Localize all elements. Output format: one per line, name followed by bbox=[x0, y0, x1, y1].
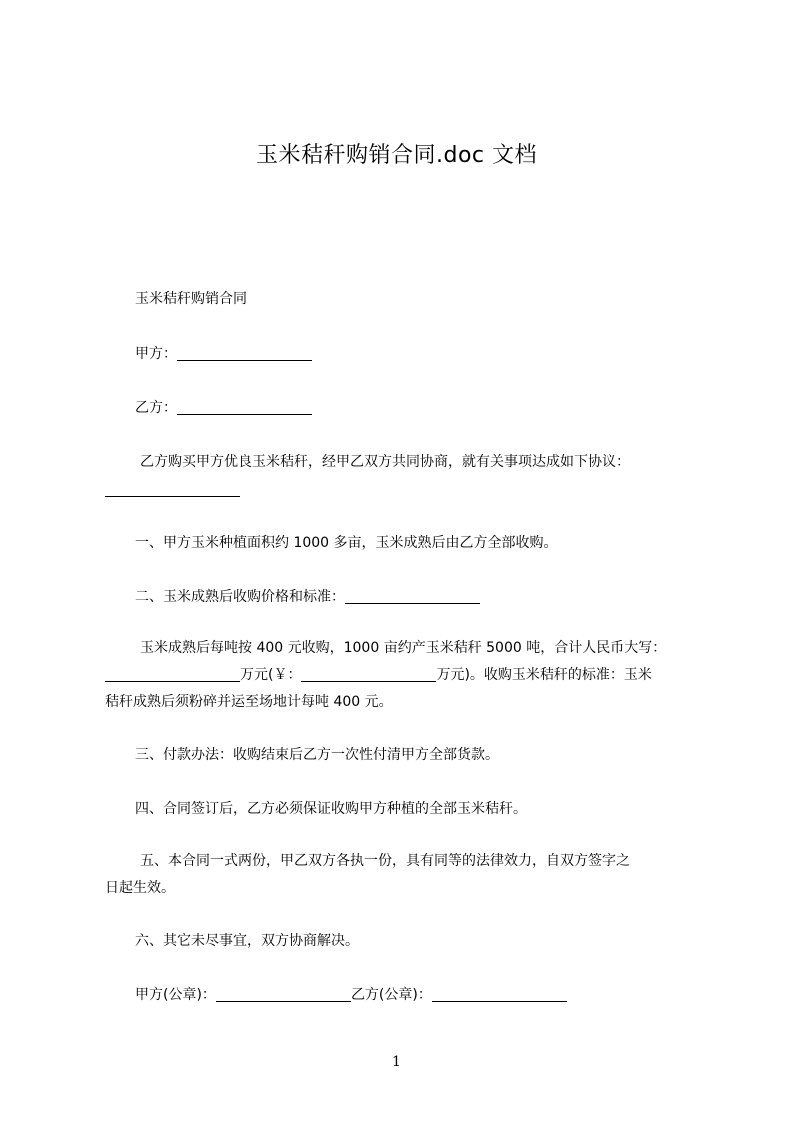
page-number: 1 bbox=[392, 1054, 401, 1070]
intro-blank[interactable] bbox=[105, 482, 240, 497]
intro-blank-line bbox=[105, 476, 703, 504]
clause-5-line-2: 日起生效。 bbox=[105, 880, 175, 896]
amount-figure-blank[interactable] bbox=[301, 667, 436, 682]
clause-2: 二、玉米成熟后收购价格和标准： bbox=[105, 583, 703, 611]
party-b-line: 乙方： bbox=[105, 394, 703, 422]
price-line-2: 万元(￥： 万元)。收购玉米秸秆的标准：玉米 bbox=[105, 661, 703, 689]
price-standard-blank[interactable] bbox=[345, 589, 480, 604]
amount-words-blank[interactable] bbox=[105, 667, 240, 682]
price-line-1: 玉米成熟后每吨按 400 元收购，1000 亩约产玉米秸秆 5000 吨，合计人民币大写： bbox=[140, 640, 667, 656]
party-a-blank[interactable] bbox=[177, 346, 312, 361]
document-title: 玉米秸秆购销合同.doc 文档 bbox=[255, 143, 537, 168]
clause-4: 四、合同签订后，乙方必须保证收购甲方种植的全部玉米秸秆。 bbox=[135, 801, 527, 817]
intro-paragraph: 乙方购买甲方优良玉米秸秆，经甲乙双方共同协商，就有关事项达成如下协议： bbox=[140, 454, 630, 470]
party-a-seal-blank[interactable] bbox=[216, 987, 351, 1002]
clause-1: 一、甲方玉米种植面积约 1000 多亩，玉米成熟后由乙方全部收购。 bbox=[135, 535, 558, 551]
party-b-blank[interactable] bbox=[177, 400, 312, 415]
price-line-3: 秸秆成熟后须粉碎并运至场地计每吨 400 元。 bbox=[105, 694, 393, 710]
clause-6: 六、其它未尽事宜，双方协商解决。 bbox=[135, 933, 359, 949]
party-b-seal-blank[interactable] bbox=[432, 987, 567, 1002]
signature-line: 甲方(公章)： 乙方(公章)： bbox=[105, 981, 703, 1009]
contract-heading: 玉米秸秆购销合同 bbox=[135, 291, 247, 307]
party-a-line: 甲方： bbox=[105, 340, 703, 368]
clause-3: 三、付款办法：收购结束后乙方一次性付清甲方全部货款。 bbox=[135, 747, 499, 763]
clause-5-line-1: 五、本合同一式两份，甲乙双方各执一份，具有同等的法律效力，自双方签字之 bbox=[140, 853, 630, 869]
